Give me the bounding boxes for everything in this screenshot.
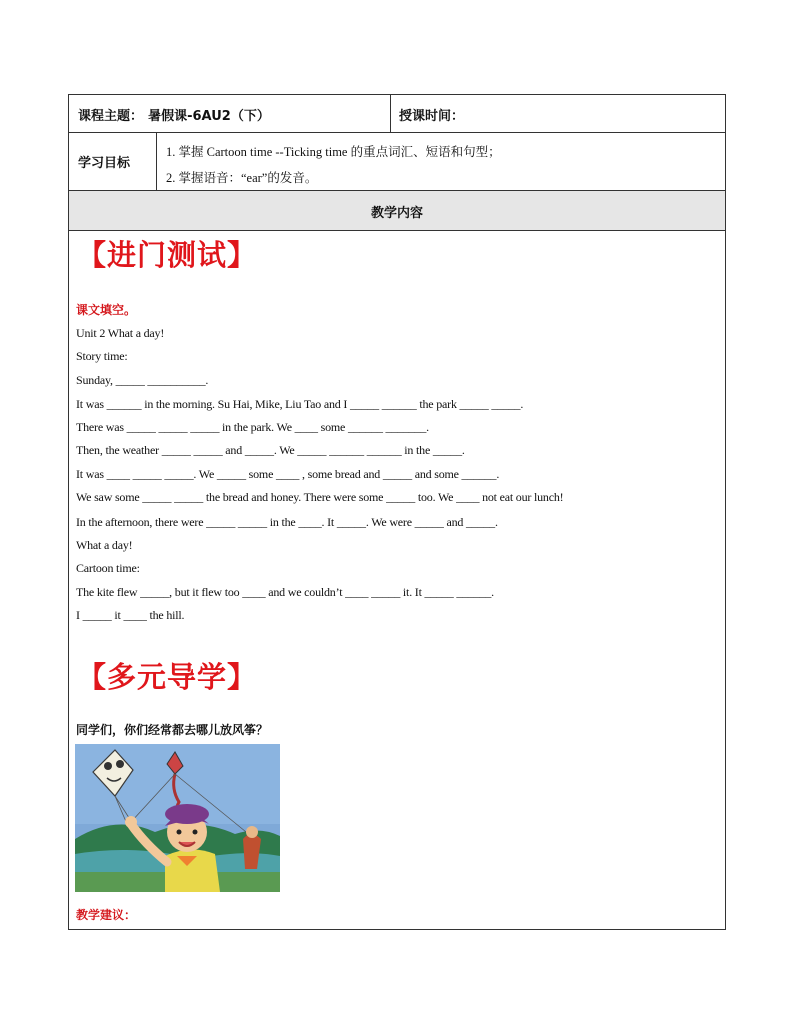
fill-in-blanks-instruction: 课文填空。 — [76, 303, 137, 317]
teaching-content-row — [69, 191, 725, 231]
passage-line: What a day! — [76, 538, 133, 552]
passage-line: It was ____ _____ _____. We _____ some ____ , some bread and _____ and some ______. — [76, 467, 500, 481]
header-row — [69, 95, 725, 133]
lesson-time-cell — [391, 95, 725, 132]
course-theme-value: 暑假课-6AU2（下） — [148, 109, 270, 124]
passage-line: We saw some _____ _____ the bread and honey. There were some _____ too. We ____ not eat our lunch! — [76, 490, 564, 504]
passage-line: There was _____ _____ _____ in the park. We ____ some ______ _______. — [76, 420, 429, 434]
passage-line: Unit 2 What a day! — [76, 326, 165, 340]
entry-test-heading: 【进门测试】 — [77, 238, 258, 272]
teaching-content-cell — [69, 191, 725, 230]
course-theme-cell — [69, 95, 391, 132]
passage-line: Sunday, _____ __________. — [76, 373, 209, 387]
learning-goals-label: 学习目标 — [78, 156, 131, 171]
teaching-content-label: 教学内容 — [370, 206, 423, 221]
passage-line: Story time: — [76, 349, 128, 363]
passage-line: In the afternoon, there were _____ _____ in the ____. It _____. We were _____ and _____. — [76, 515, 498, 529]
guided-learning-heading: 【多元导学】 — [77, 660, 258, 694]
teaching-suggestion-label: 教学建议： — [76, 908, 137, 922]
passage-line: Cartoon time: — [76, 561, 140, 575]
learning-goal-item: 1. 掌握 Cartoon time --Ticking time 的重点词汇、短语和句型； — [166, 145, 501, 159]
learning-goals-row — [69, 133, 725, 191]
learning-goals-list — [157, 133, 725, 190]
lesson-plan-table — [68, 94, 726, 930]
passage-line: Then, the weather _____ _____ and _____. We _____ ______ ______ in the _____. — [76, 443, 465, 457]
learning-goals-label-cell — [69, 133, 157, 190]
passage-line: It was ______ in the morning. Su Hai, Mike, Liu Tao and I _____ ______ the park _____ _____. — [76, 397, 524, 411]
kite-flying-illustration — [75, 744, 280, 892]
lesson-time-label: 授课时间： — [399, 109, 465, 124]
course-theme-label: 课程主题： — [78, 109, 144, 124]
passage-line: I _____ it ____ the hill. — [76, 608, 185, 622]
passage-line: The kite flew _____, but it flew too ____ and we couldn’t ____ _____ it. It _____ ______. — [76, 585, 494, 599]
kite-question: 同学们，你们经常都去哪儿放风筝？ — [76, 723, 269, 737]
learning-goal-item: 2. 掌握语音：“ear”的发音。 — [166, 171, 318, 185]
